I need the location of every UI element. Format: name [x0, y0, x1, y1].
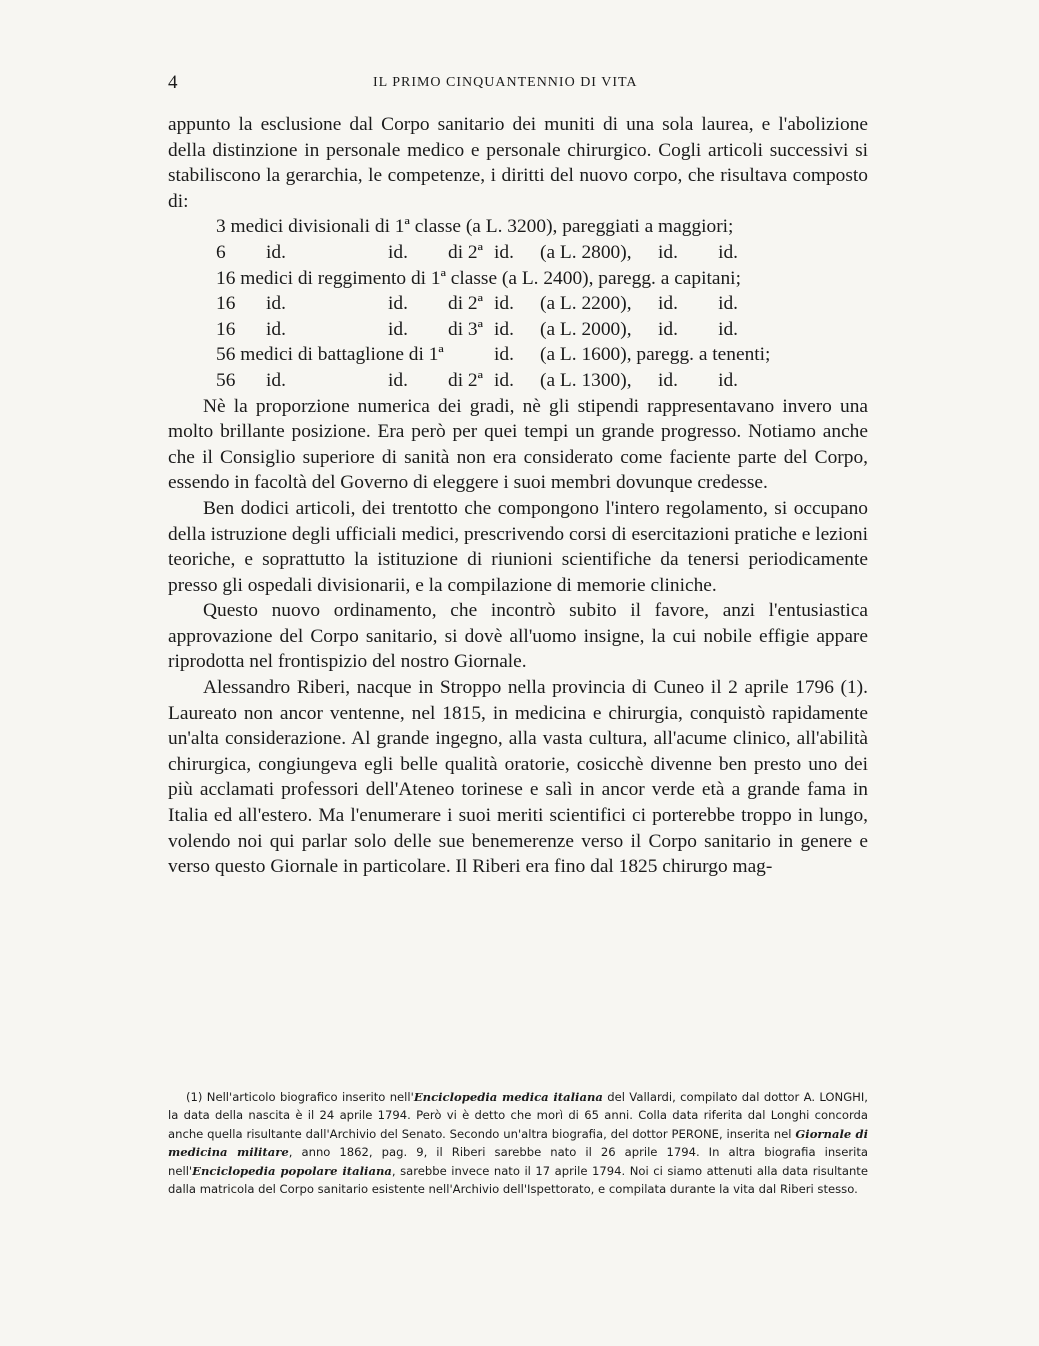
running-title: IL PRIMO CINQUANTENNIO DI VITA [373, 75, 638, 90]
table-cell: di 3ª [448, 318, 483, 340]
staff-table [168, 214, 771, 393]
table-cell: (a L. 2800), [540, 241, 632, 263]
table-cell: id. [266, 241, 286, 263]
table-cell: 56 [216, 369, 236, 391]
table-cell: id. [494, 344, 514, 366]
table-cell: id. [718, 369, 738, 391]
table-cell: id. [658, 369, 678, 391]
table-cell: id. [658, 293, 678, 315]
table-cell: 16 medici di reggimento di 1ª classe (a L. 2400), paregg. a capitani; [216, 267, 741, 289]
table-cell: 56 medici di battaglione di 1ª [216, 344, 444, 366]
table-cell: id. [388, 318, 408, 340]
table-cell: (a L. 1600), paregg. a tenenti; [540, 344, 771, 366]
page-number: 4 [168, 72, 179, 93]
table-cell: id. [494, 241, 514, 263]
table-row [168, 342, 771, 368]
table-row [168, 214, 771, 240]
table-cell: id. [266, 369, 286, 391]
table-cell: id. [718, 293, 738, 315]
table-row [168, 317, 771, 343]
table-cell: id. [388, 369, 408, 391]
table-cell: id. [388, 241, 408, 263]
table-cell: (a L. 1300), [540, 369, 632, 391]
paragraph-5: Alessandro Riberi, nacque in Stroppo nella provincia di Cuneo il 2 aprile 1796 (1). Laureato non ancor ventenne, nel 1815, in medicina e chirurgia, conquistò rapidamente un'alta considerazione. Al grande ingegno, alla vasta cultura, all'acume clinico, all'abilità chirurgica, congiungeva egli belle qualità oratorie, cosicchè divenne ben presto uno dei più acclamati professori dell'Ateneo torinese e salì in ancor verde età a grande fama in Italia ed all'estero. Ma l'enumerare i suoi meriti scientifici ci porterebbe troppo in lungo, volendo noi qui parlar solo delle sue benemerenze verso il Corpo sanitario in genere e verso questo Giornale in particolare. Il Riberi era fino dal 1825 chirurgo mag- [168, 677, 868, 878]
table-cell: id. [494, 369, 514, 391]
table-row [168, 368, 771, 394]
footnote-text: , sarebbe invece nato il 17 aprile 1794. Noi ci siamo attenuti alla data risultante dalla matricola del Corpo sanitario esistente nell'Archivio dell'Ispettorato, e compilata durante la vita dal Riberi stesso. [168, 1163, 868, 1197]
paragraph-2: Nè la proporzione numerica dei gradi, nè gli stipendi rappresentavano invero una molto brillante posizione. Era però per quei tempi un grande progresso. Notiamo anche che il Consiglio superiore di sanità non era considerato come faciente parte del Corpo, essendo in facoltà del Governo di eleggere i suoi membri dovunque credesse. [168, 395, 868, 494]
footnote-text: (1) Nell'articolo biografico inserito nell' [186, 1090, 414, 1104]
table-cell: id. [658, 241, 678, 263]
table-cell: id. [494, 293, 514, 315]
table-cell: 16 [216, 318, 236, 340]
table-cell: di 2ª [448, 241, 483, 263]
table-cell: di 2ª [448, 369, 483, 391]
table-cell: id. [658, 318, 678, 340]
table-cell: di 2ª [448, 293, 483, 315]
footnote-text: , anno 1862, pag. 9, il Riberi sarebbe nato il 26 aprile 1794. In altra biografia inserita nell' [168, 1145, 868, 1178]
running-header [168, 72, 868, 96]
table-cell: (a L. 2200), [540, 293, 632, 315]
table-cell: id. [388, 293, 408, 315]
footnote-work-title: Enciclopedia medica italiana [413, 1090, 603, 1104]
table-cell: id. [718, 318, 738, 340]
table-cell: id. [266, 318, 286, 340]
table-row [168, 291, 771, 317]
table-cell: (a L. 2000), [540, 318, 632, 340]
table-cell: 3 medici divisionali di 1ª classe (a L. 3200), pareggiati a maggiori; [216, 216, 734, 238]
footnote-text: del Vallardi, compilato dal dottor A. LONGHI, la data della nascita è il 24 aprile 1794. Però vi è detto che morì di 65 anni. Colla data riferita dal Longhi concorda anche quella risultante dall'Archivio del Senato. Secondo un'altra biografia, del dottor PERONE, inserita nel [168, 1090, 868, 1141]
footnote-work-title: Enciclopedia popolare italiana [192, 1163, 392, 1178]
table-row [168, 240, 771, 266]
table-cell: 6 [216, 241, 226, 263]
footnote [168, 1088, 868, 1198]
paragraph-1: appunto la esclusione dal Corpo sanitario dei muniti di una sola laurea, e l'abolizione della distinzione in personale medico e personale chirurgico. Cogli articoli successivi si stabiliscono la gerarchia, le competenze, i diritti del nuovo corpo, che risultava composto di: [168, 114, 868, 212]
table-cell: id. [266, 293, 286, 315]
table-cell: id. [718, 241, 738, 263]
table-cell: id. [494, 318, 514, 340]
paragraph-4: Questo nuovo ordinamento, che incontrò subito il favore, anzi l'entusiastica approvazione del Corpo sanitario, si dovè all'uomo insigne, la cui nobile effigie appare riprodotta nel frontispizio del nostro Giornale. [168, 600, 868, 673]
table-row [168, 266, 771, 292]
main-text [168, 112, 868, 880]
footnote-work-title: Giornale di medicina militare [168, 1126, 868, 1160]
table-cell: 16 [216, 293, 236, 315]
paragraph-3: Ben dodici articoli, dei trentotto che compongono l'intero regolamento, si occupano della istruzione degli ufficiali medici, prescrivendo corsi di esercitazioni pratiche e lezioni teoriche, e soprattutto la istituzione di riunioni scientifiche da tenersi periodicamente presso gli ospedali divisionarii, e la compilazione di memorie cliniche. [168, 497, 868, 596]
